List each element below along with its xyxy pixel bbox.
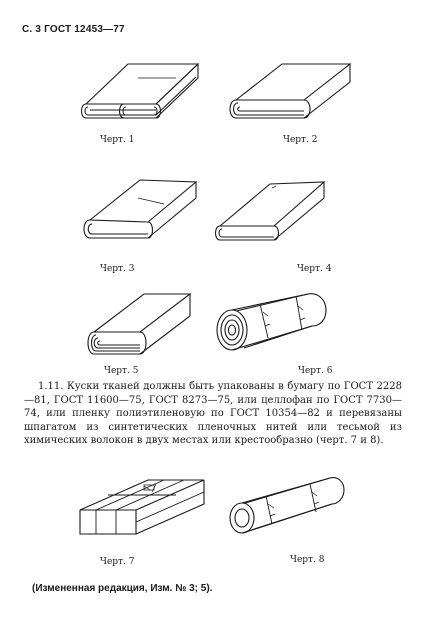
- figure-caption: Черт. 6: [298, 366, 333, 376]
- figure-3: [80, 176, 212, 254]
- figure-caption: Черт. 7: [100, 557, 135, 567]
- fabric-fold-flat-icon: [212, 178, 342, 254]
- figure-4: [212, 178, 342, 254]
- figure-caption: Черт. 1: [100, 135, 135, 145]
- fabric-fold-layered-icon: [86, 290, 196, 364]
- figure-caption: Черт. 8: [290, 555, 325, 565]
- fabric-fold-single-roll-icon: [226, 60, 356, 130]
- figure-caption: Черт. 3: [100, 264, 135, 274]
- figure-caption: Черт. 2: [283, 135, 318, 145]
- fabric-fold-book-icon: [80, 176, 212, 254]
- wrapped-package-icon: [76, 472, 208, 540]
- paragraph-1-11: [24, 380, 402, 448]
- page-header: С. 3 ГОСТ 12453—77: [22, 24, 125, 35]
- wrapped-roll-icon: [226, 474, 352, 538]
- figure-2: [226, 60, 356, 130]
- figure-8: [226, 474, 352, 538]
- fabric-roll-icon: [210, 290, 336, 356]
- figure-caption: Черт. 4: [297, 264, 332, 274]
- paragraph-text: 1.11. Куски тканей должны быть упакованы в бумагу по ГОСТ 2228—81, ГОСТ 11600—75, ГОСТ 8273—75, или целлофан по ГОСТ 7730—74, или пленку полиэтиленовую по ГОСТ 10354—82 и перевязаны шпагатом из синтетических пленочных нитей или тесьмой из химических волокон в двух местах или крестообразно (черт. 7 и 8).: [24, 381, 402, 447]
- figure-5: [86, 290, 196, 364]
- figure-7: [76, 472, 208, 540]
- figure-1: [80, 58, 210, 130]
- fabric-fold-double-roll-icon: [80, 58, 210, 130]
- figure-caption: Черт. 5: [104, 366, 139, 376]
- figure-6: [210, 290, 336, 356]
- amendment-note: (Измененная редакция, Изм. № 3; 5).: [32, 583, 213, 594]
